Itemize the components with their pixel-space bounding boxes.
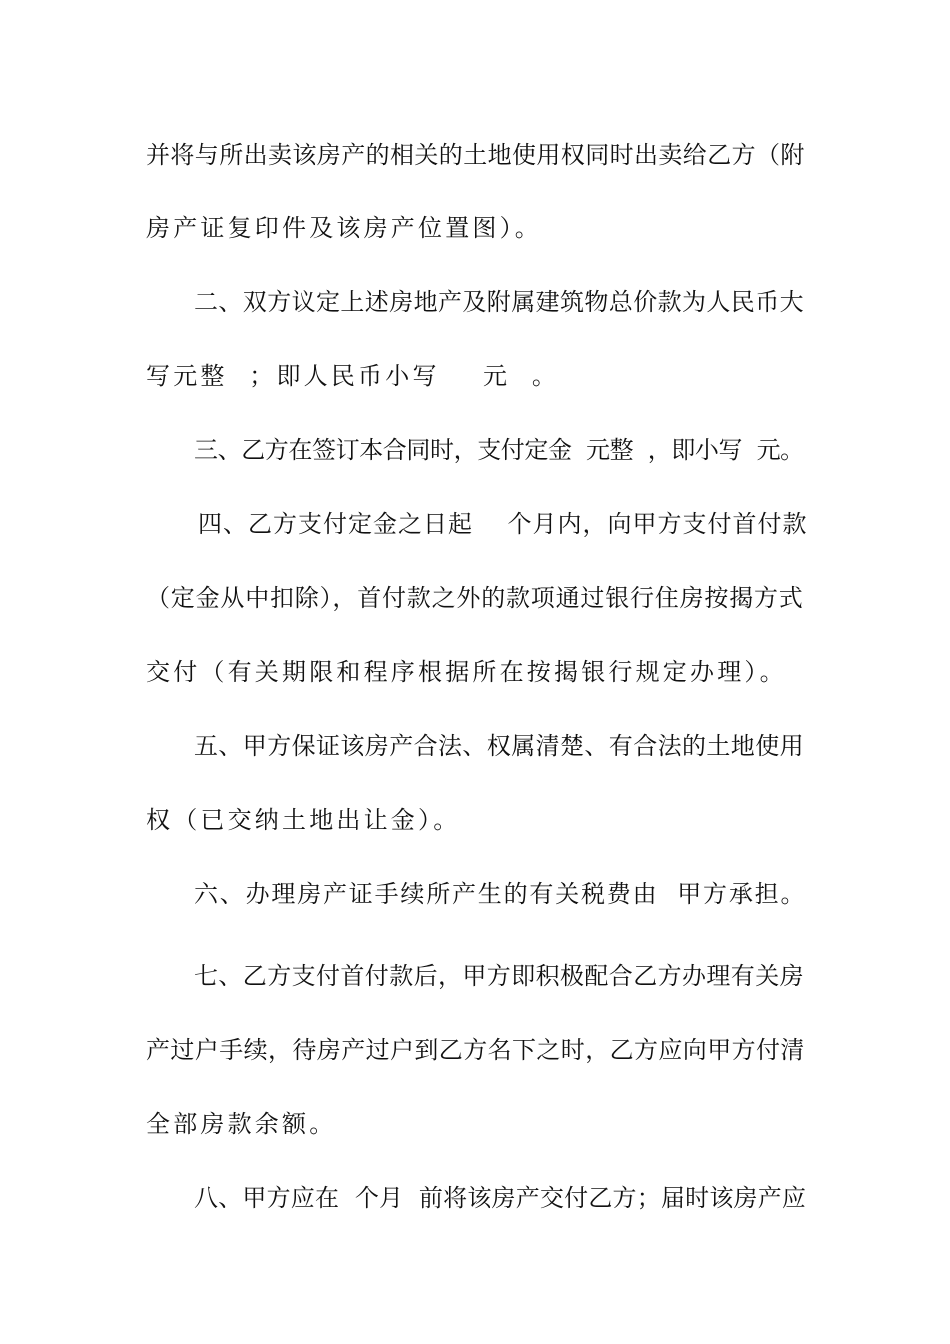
clause-4-line-3: 交付（有关期限和程序根据所在按揭银行规定办理）。 [146,658,787,686]
text-line [0,135,950,175]
paragraph-1-line-1: 并将与所出卖该房产的相关的土地使用权同时出卖给乙方（附 [146,141,805,169]
text-line [0,430,950,470]
paragraph-1-line-2: 房产证复印件及该房产位置图）。 [146,214,542,242]
clause-4-line-2: （定金从中扣除），首付款之外的款项通过银行住房按揭方式 [146,584,804,612]
clause-5-line-2: 权（已交纳土地出让金）。 [146,806,461,834]
text-line [0,1104,950,1144]
text-line [0,1030,950,1070]
clause-3-line-1: 三、乙方在签订本合同时，支付定金 元整 ，即小写 元。 [194,436,804,464]
clause-4-line-1: 四、乙方支付定金之日起 个月内，向甲方支付首付款 [198,510,808,538]
text-line [0,874,950,914]
clause-8-line-1: 八、甲方应在 个月 前将该房产交付乙方；届时该房产应 [194,1184,807,1212]
text-line [0,282,950,322]
clause-7-line-1: 七、乙方支付首付款后，甲方即积极配合乙方办理有关房 [194,962,804,990]
text-line [0,956,950,996]
text-line [0,356,950,396]
text-line [0,1178,950,1218]
clause-5-line-1: 五、甲方保证该房产合法、权属清楚、有合法的土地使用 [194,732,804,760]
text-line [0,726,950,766]
text-line [0,504,950,544]
clause-7-line-3: 全部房款余额。 [146,1110,337,1138]
text-line [0,578,950,618]
clause-2-line-2: 写元整 ；即人民币小写 元 。 [146,362,560,390]
text-line [0,800,950,840]
text-line [0,652,950,692]
clause-2-line-1: 二、双方议定上述房地产及附属建筑物总价款为人民币大 [194,288,804,316]
clause-6-line-1: 六、办理房产证手续所产生的有关税费由 甲方承担。 [194,880,807,908]
text-line [0,208,950,248]
clause-7-line-2: 产过户手续，待房产过户到乙方名下之时，乙方应向甲方付清 [146,1036,805,1064]
